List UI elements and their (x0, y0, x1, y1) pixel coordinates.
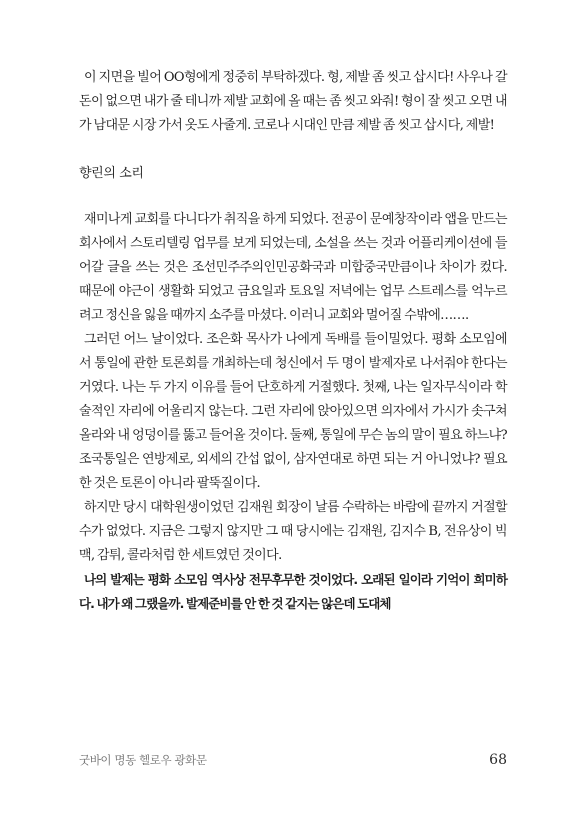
paragraph-presentation: 나의 발제는 평화 소모임 역사상 전무후무한 것이었다. 오래된 일이라 기억이 희미하다. 내가 왜 그랬을까. 발제준비를 안 한 것 같지는 않은데 도대체 (79, 572, 507, 611)
paragraph-request: 이 지면을 빌어 OO형에게 정중히 부탁하겠다. 형, 제발 좀 씻고 삽시다! 사우나 갈 돈이 없으면 내가 줄 테니까 제발 교회에 올 때는 좀 씻고 와줘! 형이 잘 씻고 오면 내가 남대문 시장 가서 옷도 사줄게. 코로나 시대인 만큼 제발 좀 씻고 삽시다, 제발! (79, 70, 507, 133)
paragraph-acceptance: 하지만 당시 대학원생이었던 김재원 회장이 날름 수락하는 바람에 끝까지 거절할 수가 없었다. 지금은 그렇지 않지만 그 때 당시에는 김재원, 김지수 B, 전유상이 빅맥, 감튀, 콜라처럼 한 세트였던 것이다. (79, 500, 507, 563)
paragraph-invitation: 그러던 어느 날이었다. 조은화 목사가 나에게 독배를 들이밀었다. 평화 소모임에서 통일에 관한 토론회를 개최하는데 청신에서 두 명이 발제자로 나서줘야 한다는 거였다. 나는 두 가지 이유를 들어 단호하게 거절했다. 첫째, 나는 일자무식이라 학술적인 자리에 어울리지 않는다. 그런 자리에 앉아있으면 의자에서 가시가 솟구쳐 올라와 내 엉덩이를 뚫고 들어올 것이다. 둘째, 통일에 무슨 놈의 말이 필요 하느냐? 조국통일은 연방제로, 외세의 간섭 없이, 삼자연대로 하면 되는 거 아니었냐? 필요한 것은 토론이 아니라 팔뚝질이다. (79, 332, 507, 491)
page-footer (79, 750, 507, 770)
page-number: 68 (489, 752, 507, 768)
page-body (79, 66, 507, 616)
section-heading: 향린의 소리 (79, 166, 144, 181)
paragraph-employment: 재미나게 교회를 다니다가 취직을 하게 되었다. 전공이 문예창작이라 앱을 만드는 회사에서 스토리텔링 업무를 보게 되었는데, 소설을 쓰는 것과 어플리케이션에 들어갈 글을 쓰는 것은 조선민주주의인민공화국과 미합중국만큼이나 차이가 컸다. 때문에 야근이 생활화 되었고 금요일과 토요일 저녁에는 업무 스트레스를 억누르려고 정신을 잃을 때까지 소주를 마셨다. 이러니 교회와 멀어질 수밖에……. (79, 212, 507, 323)
book-title: 굿바이 명동 헬로우 광화문 (79, 753, 207, 767)
